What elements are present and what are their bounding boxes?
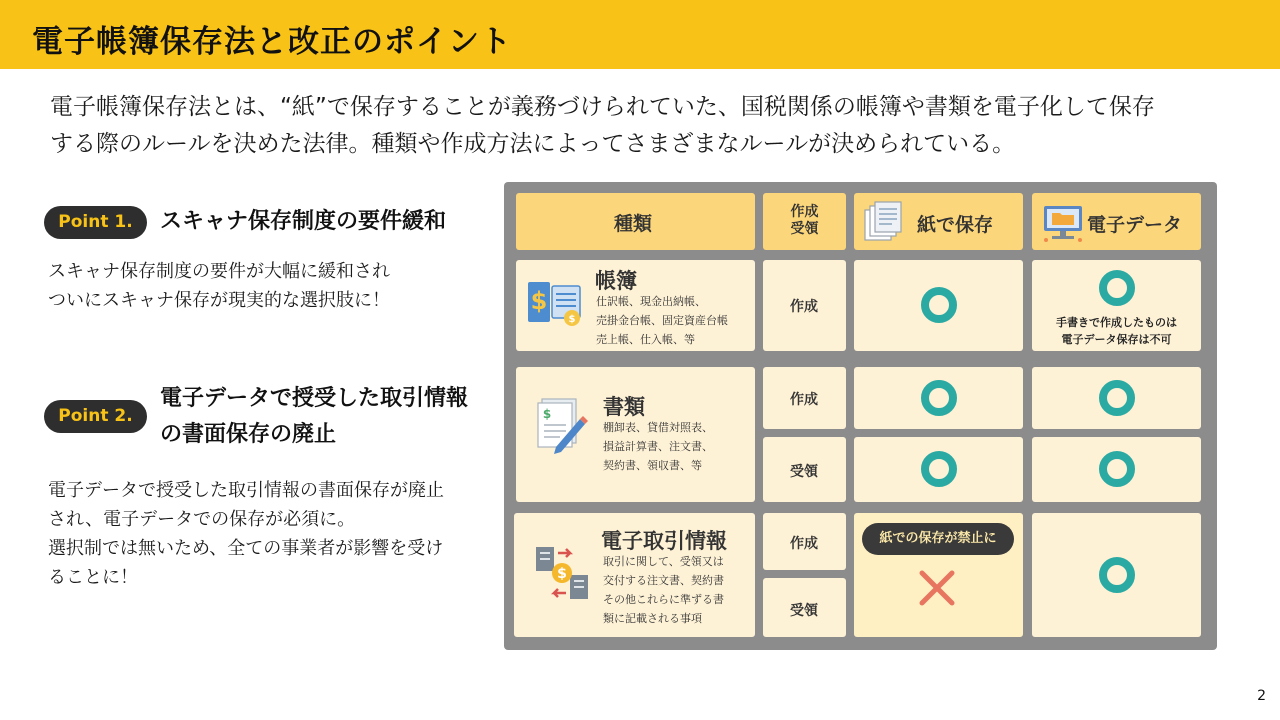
allowed-circle-icon [1099, 380, 1135, 416]
allowed-circle-icon [921, 451, 957, 487]
row-etransaction-electronic-cell [1032, 513, 1201, 637]
header-paper-cell [854, 193, 1023, 250]
row-ledger-items [596, 292, 728, 349]
point-2-badge: Point 2. [44, 400, 147, 433]
svg-text:$: $ [530, 287, 548, 315]
header-electronic: 電子データ [1087, 214, 1183, 236]
row-documents-receive-electronic-cell [1032, 437, 1201, 502]
intro-text [50, 89, 1250, 163]
row-documents-item: 棚卸表、貸借対照表、 [603, 421, 713, 434]
row-documents-receive-mode-cell [763, 437, 846, 502]
note-line: 手書きで作成したものは [1056, 316, 1177, 329]
page-number: 2 [1257, 688, 1266, 704]
row-documents-name: 書類 [603, 395, 645, 419]
row-ledger-paper-cell [854, 260, 1023, 351]
row-etransaction-item: 交付する注文書、契約書 [603, 574, 724, 587]
row-etransaction-item: その他これらに準ずる書 [603, 593, 724, 606]
row-documents-create-mode-cell [763, 367, 846, 429]
row-ledger-item: 仕訳帳、現金出納帳、 [596, 295, 706, 308]
svg-text:$: $ [557, 566, 567, 582]
row-ledger-item: 売掛金台帳、固定資産台帳 [596, 314, 728, 327]
row-documents-receive-mode: 受領 [790, 464, 818, 480]
transaction-icon [532, 543, 592, 605]
row-etransaction-item: 取引に関して、受領又は [603, 555, 724, 568]
header-mode [763, 204, 846, 238]
row-documents-type-cell [516, 367, 755, 502]
allowed-circle-icon [1099, 451, 1135, 487]
paper-prohibited-banner: 紙での保存が禁止に [862, 523, 1014, 555]
header-mode-create: 作成 [790, 204, 819, 220]
row-ledger-electronic-note [1032, 314, 1201, 348]
row-etransaction-item: 類に記載される事項 [603, 612, 702, 625]
rules-table [504, 182, 1217, 650]
row-documents-items [603, 418, 713, 475]
row-etransaction-create-mode-cell [763, 513, 846, 570]
point-2-title-line: 電子データで授受した取引情報 [160, 386, 469, 411]
row-ledger-item: 売上帳、仕入帳、等 [596, 333, 695, 346]
row-ledger-name: 帳簿 [595, 269, 637, 293]
title-bar [0, 0, 1280, 69]
header-type: 種類 [614, 213, 653, 235]
allowed-circle-icon [1099, 557, 1135, 593]
header-paper: 紙で保存 [917, 214, 994, 236]
row-ledger-mode: 作成 [790, 299, 818, 315]
computer-folder-icon [1040, 203, 1086, 243]
intro-line: 電子帳簿保存法とは、“紙”で保存することが義務づけられていた、国税関係の帳簿や書類を電子化して保存 [50, 94, 1155, 120]
row-ledger-electronic-cell [1032, 260, 1201, 351]
header-type-cell [516, 193, 755, 250]
row-etransaction-name: 電子取引情報 [601, 529, 727, 553]
intro-line: する際のルールを決めた法律。種類や作成方法によってさまざまなルールが決められている。 [50, 131, 1016, 157]
row-ledger-type-cell [516, 260, 755, 351]
row-etransaction-receive-mode-cell [763, 578, 846, 637]
point-2-desc-line: 電子データで授受した取引情報の書面保存が廃止 [48, 480, 444, 501]
allowed-circle-icon [921, 287, 957, 323]
point-1-desc-line: スキャナ保存制度の要件が大幅に緩和され [48, 261, 390, 282]
row-etransaction-type-cell [514, 513, 755, 637]
row-etransaction-create-mode: 作成 [790, 536, 818, 552]
header-electronic-cell [1032, 193, 1201, 250]
header-mode-receive: 受領 [790, 221, 819, 237]
allowed-circle-icon [921, 380, 957, 416]
point-2-title-line: の書面保存の廃止 [160, 422, 337, 447]
point-2-desc-line: 選択制では無いため、全ての事業者が影響を受け [48, 538, 444, 559]
ledger-icon [526, 278, 584, 332]
allowed-circle-icon [1099, 270, 1135, 306]
page-title: 電子帳簿保存法と改正のポイント [32, 24, 512, 60]
point-1-title: スキャナ保存制度の要件緩和 [160, 209, 447, 234]
row-documents-item: 損益計算書、注文書、 [603, 440, 713, 453]
row-ledger-mode-cell [763, 260, 846, 351]
row-documents-create-electronic-cell [1032, 367, 1201, 429]
point-2-desc-line: され、電子データでの保存が必須に。 [48, 509, 356, 530]
point-1-badge: Point 1. [44, 206, 147, 239]
row-documents-create-paper-cell [854, 367, 1023, 429]
point-1-desc [48, 257, 390, 315]
point-2-desc [48, 476, 444, 592]
row-documents-item: 契約書、領収書、等 [603, 459, 702, 472]
point-2-desc-line: ることに！ [48, 567, 138, 588]
svg-text:$: $ [568, 314, 576, 325]
row-etransaction-items [603, 552, 724, 628]
row-etransaction-paper-cell [854, 513, 1023, 637]
point-2-title [160, 381, 468, 453]
prohibited-cross-icon [918, 569, 956, 607]
row-documents-receive-paper-cell [854, 437, 1023, 502]
document-icon [536, 397, 588, 459]
row-etransaction-receive-mode: 受領 [790, 603, 818, 619]
header-mode-cell [763, 193, 846, 250]
row-documents-create-mode: 作成 [790, 392, 818, 408]
paper-stack-icon [862, 201, 906, 243]
note-line: 電子データ保存は不可 [1061, 333, 1172, 346]
point-1-desc-line: ついにスキャナ保存が現実的な選択肢に！ [48, 290, 390, 311]
svg-text:$: $ [542, 407, 552, 421]
